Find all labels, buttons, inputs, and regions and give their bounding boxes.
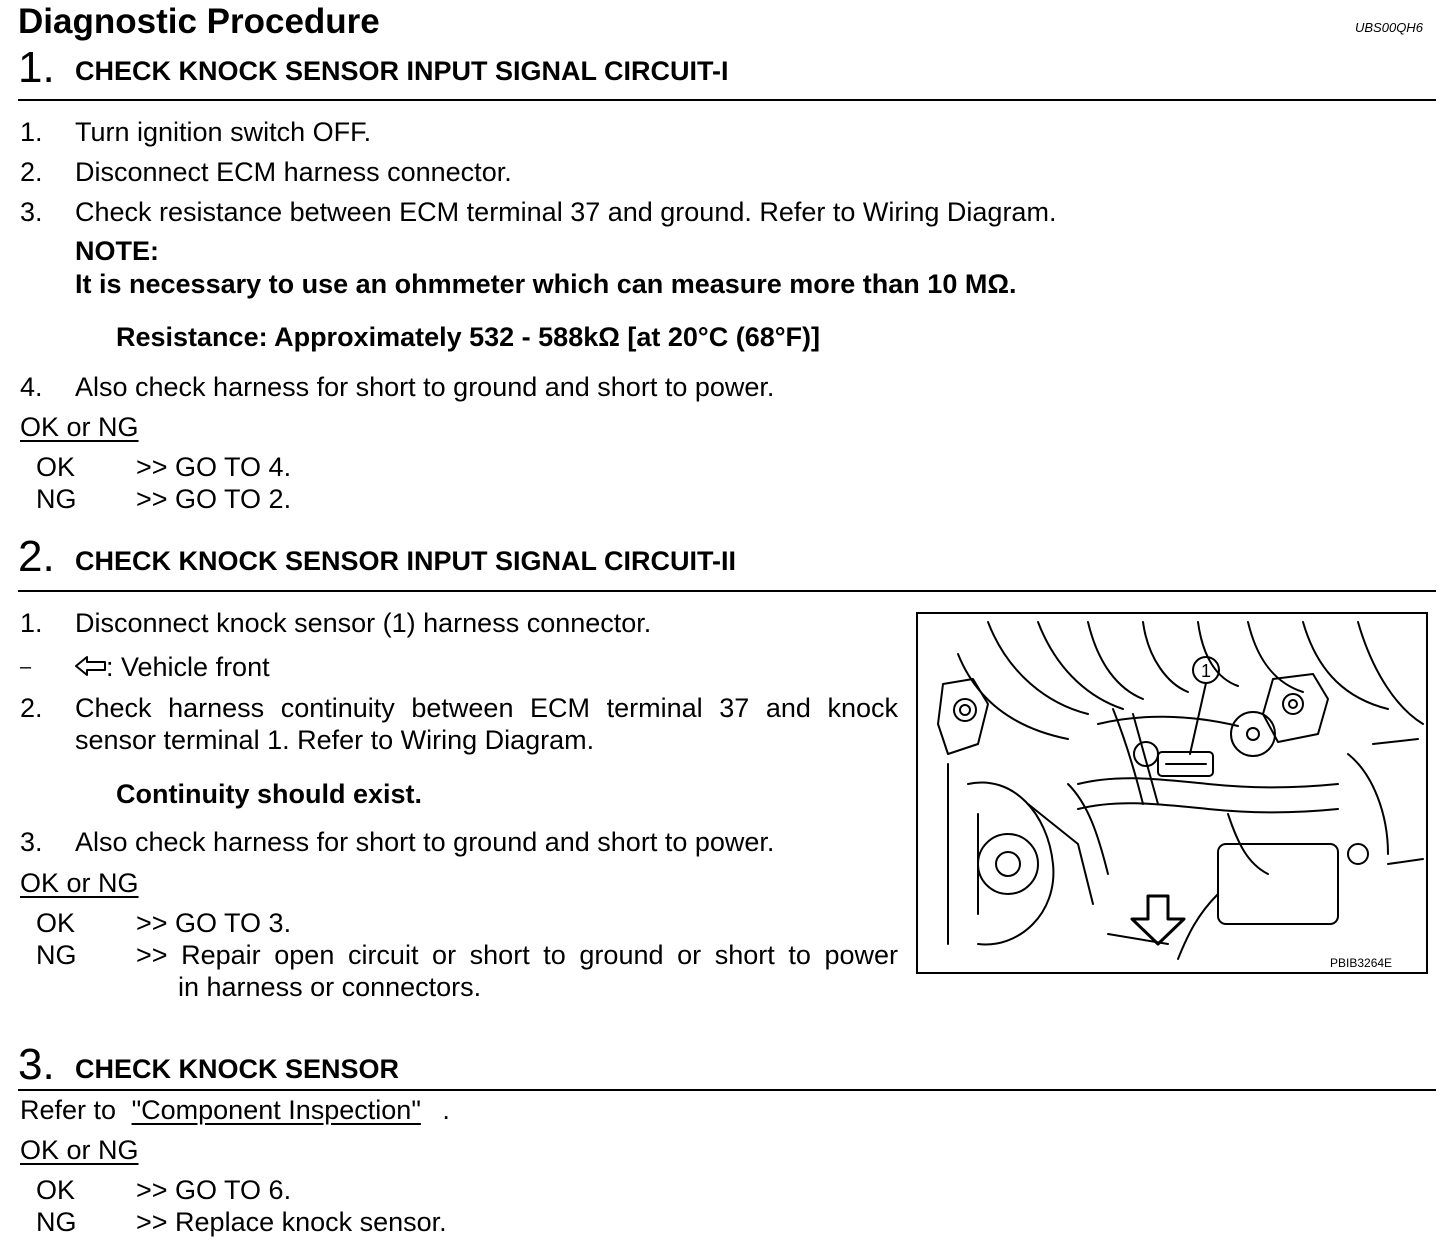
refer-prefix: Refer to bbox=[20, 1095, 117, 1125]
ok-label: OK bbox=[36, 452, 76, 482]
step-number: 3. bbox=[20, 827, 43, 857]
ng-label: NG bbox=[36, 1207, 77, 1237]
step-number: 3. bbox=[20, 197, 43, 227]
ok-ng-heading: OK or NG bbox=[20, 1135, 139, 1165]
figure-callout: 1 bbox=[1201, 661, 1212, 681]
step-text: Disconnect knock sensor (1) harness connector. bbox=[75, 608, 652, 638]
component-inspection-link[interactable]: "Component Inspection" bbox=[131, 1095, 421, 1125]
section-title: CHECK KNOCK SENSOR bbox=[75, 1054, 400, 1084]
ok-label: OK bbox=[36, 908, 76, 938]
vehicle-front-arrow-icon bbox=[75, 655, 107, 677]
ok-action: >> GO TO 4. bbox=[136, 452, 292, 482]
refer-suffix: . bbox=[442, 1095, 450, 1125]
engine-illustration bbox=[918, 614, 1426, 972]
ok-action: >> GO TO 6. bbox=[136, 1175, 292, 1205]
section-number: 1. bbox=[18, 43, 55, 92]
ng-action: >> Repair open circuit or short to ground or short to power bbox=[136, 940, 898, 970]
ng-label: NG bbox=[36, 484, 77, 514]
ok-action: >> GO TO 3. bbox=[136, 908, 292, 938]
ok-ng-heading: OK or NG bbox=[20, 412, 139, 442]
ng-action: >> Replace knock sensor. bbox=[136, 1207, 447, 1237]
refer-line bbox=[20, 1094, 450, 1126]
document-id: UBS00QH6 bbox=[1355, 20, 1423, 35]
spec-text: Continuity should exist. bbox=[116, 779, 423, 809]
step-number: 2. bbox=[20, 693, 43, 723]
arrow-legend-text: : Vehicle front bbox=[106, 652, 270, 682]
step-text: sensor terminal 1. Refer to Wiring Diagram. bbox=[75, 725, 595, 755]
bullet-mark: – bbox=[20, 656, 32, 678]
step-number: 2. bbox=[20, 157, 43, 187]
section-title: CHECK KNOCK SENSOR INPUT SIGNAL CIRCUIT-II bbox=[75, 546, 737, 576]
ok-label: OK bbox=[36, 1175, 76, 1205]
knock-sensor-figure bbox=[916, 612, 1428, 974]
note-label: NOTE: bbox=[75, 236, 159, 266]
step-number: 1. bbox=[20, 608, 43, 638]
figure-id: PBIB3264E bbox=[1330, 956, 1393, 970]
step-number: 4. bbox=[20, 372, 43, 402]
section-divider bbox=[18, 590, 1436, 592]
step-text: Check resistance between ECM terminal 37 and ground. Refer to Wiring Diagram. bbox=[75, 197, 1057, 227]
step-text: Also check harness for short to ground and short to power. bbox=[75, 372, 775, 402]
section-title: CHECK KNOCK SENSOR INPUT SIGNAL CIRCUIT-I bbox=[75, 56, 729, 86]
step-text: Disconnect ECM harness connector. bbox=[75, 157, 512, 187]
ng-action: >> GO TO 2. bbox=[136, 484, 292, 514]
note-text: It is necessary to use an ohmmeter which can measure more than 10 MΩ. bbox=[75, 269, 1017, 299]
step-text: Also check harness for short to ground and short to power. bbox=[75, 827, 775, 857]
section-divider bbox=[18, 99, 1436, 101]
step-text: Check harness continuity between ECM terminal 37 and knock bbox=[75, 693, 898, 723]
ng-label: NG bbox=[36, 940, 77, 970]
spec-text: Resistance: Approximately 532 - 588kΩ [at 20°C (68°F)] bbox=[116, 322, 821, 352]
ok-ng-heading: OK or NG bbox=[20, 868, 139, 898]
section-divider bbox=[18, 1089, 1436, 1091]
ng-action-continued: in harness or connectors. bbox=[178, 972, 482, 1002]
page-title: Diagnostic Procedure bbox=[18, 2, 380, 41]
step-text: Turn ignition switch OFF. bbox=[75, 117, 372, 147]
section-number: 3. bbox=[18, 1040, 55, 1089]
section-number: 2. bbox=[18, 532, 55, 581]
step-number: 1. bbox=[20, 117, 43, 147]
